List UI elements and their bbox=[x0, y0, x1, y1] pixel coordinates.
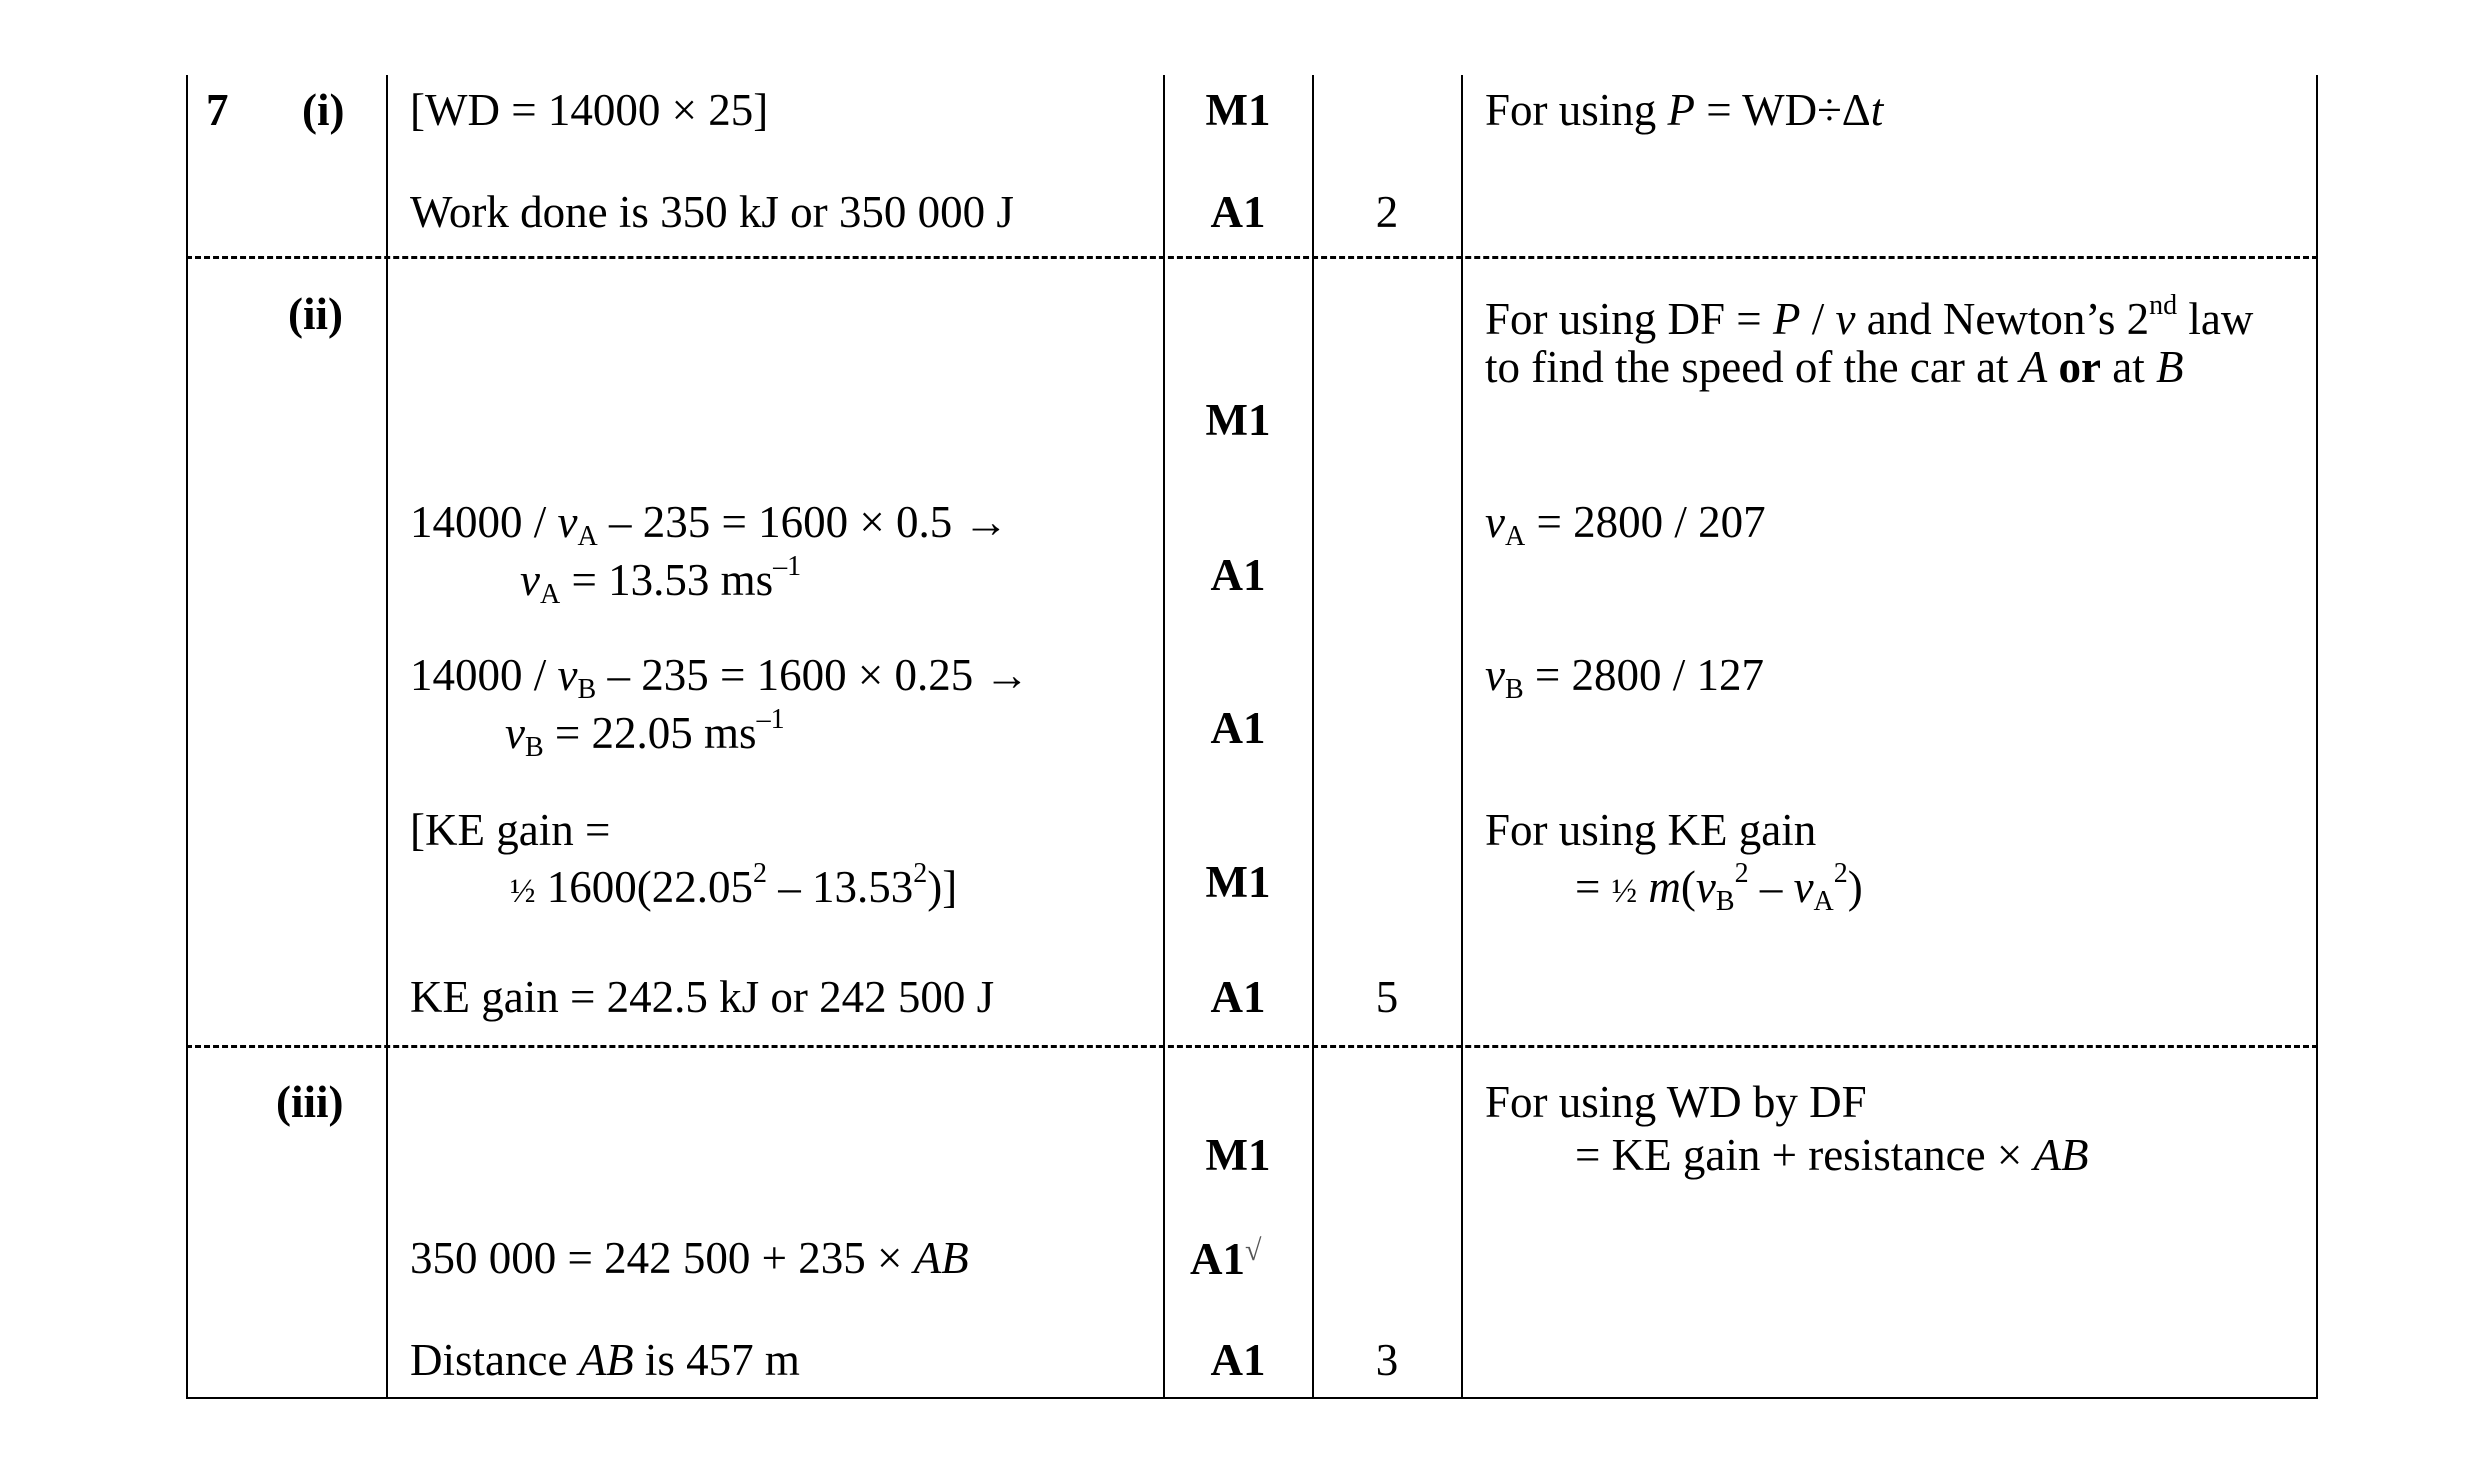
part-separator-1 bbox=[186, 256, 2318, 259]
mark-m1: M1 bbox=[1205, 395, 1271, 445]
working-ke-expression: ½ 1600(22.05$^2$ – 13.53$^2$)] bbox=[510, 858, 958, 912]
working-result-a: $v_A = 13.53$ $ms^{-1}$ bbox=[520, 551, 802, 610]
part-total: 5 bbox=[1375, 972, 1399, 1022]
mark-a1: A1 bbox=[1210, 187, 1266, 237]
part-label-iii: (iii) bbox=[276, 1077, 344, 1127]
working-wd: [WD = 14000 × 25] bbox=[410, 85, 769, 135]
part-total: 2 bbox=[1375, 187, 1399, 237]
guidance-line: For using P = WD÷Δt bbox=[1485, 85, 1884, 135]
column-divider-1 bbox=[386, 75, 388, 1399]
question-number: 7 bbox=[206, 85, 229, 135]
working-equation-b: $14000 / v_B - 235 = 1600 \times 0.25$ → bbox=[410, 650, 1030, 705]
guidance-line: to find the speed of the car at A or at B bbox=[1485, 342, 2184, 392]
working-work-done: Work done is 350 kJ or 350 000 J bbox=[410, 187, 1014, 237]
part-label-i: (i) bbox=[302, 85, 345, 135]
guidance-line: For using KE gain bbox=[1485, 805, 1817, 855]
working-equation-a: $14000 / v_A - 235 = 1600 \times 0.5$ → bbox=[410, 497, 1009, 552]
mark-m1: M1 bbox=[1205, 85, 1271, 135]
working-distance: Distance AB is 457 m bbox=[410, 1335, 800, 1385]
guidance-ke-formula: = ½ $m(v_B^2 - v_A^2)$ bbox=[1575, 858, 1863, 917]
mark-a1: A1 bbox=[1210, 703, 1266, 753]
working-energy-equation: 350 000 = 242 500 + 235 × AB bbox=[410, 1233, 969, 1283]
working-ke-result: KE gain = 242.5 kJ or 242 500 J bbox=[410, 972, 995, 1022]
guidance-line: = KE gain + resistance × AB bbox=[1575, 1130, 2089, 1180]
mark-a1: A1 bbox=[1210, 550, 1266, 600]
part-separator-2 bbox=[186, 1045, 2318, 1048]
mark-a1-follow-through: A1√ bbox=[1190, 1234, 1262, 1284]
follow-through-tick-icon: √ bbox=[1245, 1234, 1262, 1267]
part-total: 3 bbox=[1375, 1335, 1399, 1385]
guidance-vb: $v_B = 2800 / 127$ bbox=[1485, 650, 1765, 705]
mark-a1: A1 bbox=[1210, 972, 1266, 1022]
part-label-ii: (ii) bbox=[288, 289, 343, 339]
guidance-line: For using WD by DF bbox=[1485, 1077, 1867, 1127]
column-divider-4 bbox=[1461, 75, 1463, 1399]
guidance-line: For using DF = P / v and Newton’s 2nd law bbox=[1485, 290, 2254, 344]
working-ke-gain: [KE gain = bbox=[410, 805, 611, 855]
mark-m1: M1 bbox=[1205, 1130, 1271, 1180]
mark-m1: M1 bbox=[1205, 857, 1271, 907]
mark-a1: A1 bbox=[1210, 1335, 1266, 1385]
guidance-va: $v_A = 2800 / 207$ bbox=[1485, 497, 1766, 552]
working-result-b: $v_B = 22.05$ $ms^{-1}$ bbox=[505, 704, 785, 763]
